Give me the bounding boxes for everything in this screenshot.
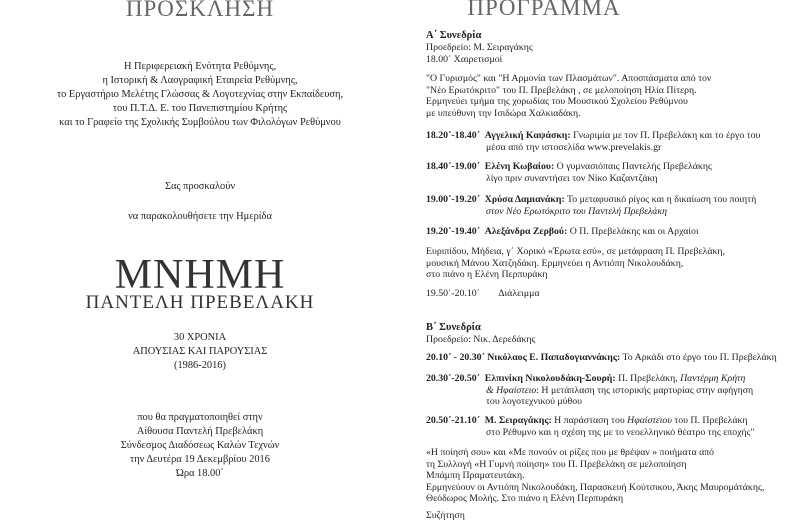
talk-text: Το Αρκάδι στο έργο του Π. Πρεβελάκη (622, 352, 777, 363)
talk-text: του λογοτεχνικού μύθου (486, 396, 582, 408)
talk-text: μέσα από την ιστοσελίδα www.prevelakis.gr (486, 141, 662, 153)
talk-item (426, 373, 786, 408)
talk-item (426, 352, 786, 364)
break-time: 19.50΄-20.10΄ (426, 288, 480, 299)
talk-item (426, 226, 786, 238)
music-line: "Ο Γυρισμός" και "Η Αρμονία των Πλασμάτων". Αποσπάσματα από τον (426, 73, 712, 84)
talk-text: Γνωριμία με τον Π. Πρεβελάκη και το έργο του (573, 130, 761, 141)
talk-item (426, 194, 786, 217)
talk-time: 20.50΄-21.10΄ (426, 415, 480, 426)
years-line: ΑΠΟΥΣΙΑΣ ΚΑΙ ΠΑΡΟΥΣΙΑΣ (132, 346, 268, 357)
host-line: του Π.Τ.Δ. Ε. του Πανεπιστημίου Κρήτης (112, 103, 288, 114)
talk-text: : Η μετάπλαση της ιστορικής μαρτυρίας στην αφήγηση (536, 384, 754, 396)
talk-text: στο Ρέθυμνο και η σχέση της με το νεοελληνικό θέατρο της εποχής" (486, 426, 755, 438)
euripides-line: Ευριπίδου, Μήδεια, γ΄ Χορικό «Έρωτα εσύ», σε μετάφραση Π. Πρεβελάκη, (426, 246, 725, 257)
songs-block (426, 447, 786, 505)
talk-text: Το μεταφυσικό ρίγος και η δικαίωση του ποιητή (566, 194, 757, 205)
talk-text: λίγο πριν συναντήσει τον Νίκο Καζαντζάκη (486, 172, 658, 184)
session-a-title: Α΄ Συνεδρία (426, 30, 482, 41)
host-line: η Ιστορική & Λαογραφική Εταιρεία Ρεθύμνης, (102, 75, 298, 86)
euripides-block (426, 246, 786, 281)
break-row (426, 288, 786, 300)
venue-line: Αίθουσα Παντελή Πρεβελάκη (136, 426, 264, 437)
songs-line: Μπάμπη Πραματευτάκη. (426, 470, 525, 482)
years-line: 30 ΧΡΟΝΙΑ (173, 332, 227, 343)
talk-item (426, 161, 786, 184)
talk-speaker: Αλεξάνδρα Ζερβού: (484, 226, 568, 237)
talk-time: 19.00΄-19.20΄ (426, 194, 480, 205)
music-line: με υπεύθυνη την Ισιδώρα Χαλκιαδάκη. (426, 107, 581, 119)
talk-speaker: Αγγελική Καψάσκη: (484, 130, 571, 141)
talk-time: 18.20΄-18.40΄ (426, 130, 480, 141)
talk-speaker: Μ. Σειραγάκης: (484, 415, 552, 426)
venue-line: Σύνδεσμος Διαδόσεως Καλών Τεχνών (120, 440, 280, 451)
venue-line: Ώρα 18.00΄ (176, 468, 224, 479)
talk-time: 20.30΄-20.50΄ (426, 373, 480, 384)
talk-speaker: Ελπινίκη Νικολουδάκη-Σουρή: (484, 373, 616, 384)
venue-block (0, 411, 400, 481)
invite-line: να παρακολουθήσετε την Ημερίδα (128, 211, 272, 222)
host-line: Η Περιφερειακή Ενότητα Ρεθύμνης, (123, 61, 277, 72)
talk-time: 20.10΄ - 20.30΄ (426, 352, 485, 363)
euripides-line: μουσική Μάνου Χατζηδάκη. Ερμηνεύει η Αντιόπη Νικολουδάκη, (426, 257, 684, 269)
talk-item (426, 130, 786, 153)
session-b-title: Β΄ Συνεδρία (426, 322, 481, 333)
songs-line: Ερμηνεύουν οι Αντιόπη Νικολουδάκη, Παρασκευή Κούτσικου, Άκης Μαυρομάτάκης, (426, 481, 765, 493)
talk-text: Παντέρμη Κρήτη (680, 373, 746, 384)
host-line: το Εργαστήριο Μελέτης Γλώσσας & Λογοτεχνίας στην Εκπαίδευση, (56, 89, 344, 100)
hosts-block (0, 60, 400, 130)
songs-line: Θεόδωρος Μολής. Στο πιάνο η Ελένη Περπυράκη (426, 493, 624, 505)
discussion-label: Συζήτηση (426, 510, 465, 521)
host-line: και το Γραφείο της Σχολικής Συμβούλου των Φιλολόγων Ρεθύμνου (59, 117, 341, 128)
venue-line: την Δευτέρα 19 Δεκεμβρίου 2016 (130, 454, 270, 465)
talk-speaker: Νικόλαος Ε. Παπαδογιαννάκης: (487, 352, 621, 363)
program-page (420, 0, 800, 525)
invitation-heading: ΠΡΟΣΚΛΗΣΗ (125, 0, 275, 21)
session-a-greeting: 18.00΄ Χαιρετισμοί (426, 54, 503, 65)
event-title: ΜΝΗΜΗ (114, 252, 286, 298)
talk-text: Η παράσταση του (554, 415, 625, 426)
talk-speaker: Ελένη Κωβαίου: (484, 161, 555, 172)
venue-line: που θα πραγματοποιηθεί στην (137, 412, 263, 423)
session-a-music (426, 73, 786, 119)
talk-text: Ηφαίστειου (627, 415, 672, 426)
years-line: (1986-2016) (174, 360, 226, 371)
break-label: Διάλειμμα (498, 288, 540, 299)
talk-text: στον Νέο Ερωτόκριτο του Παντελή Πρεβελάκη (486, 205, 667, 217)
talk-speaker: Χρύσα Δαμιανάκη: (484, 194, 565, 205)
event-subtitle: ΠΑΝΤΕΛΗ ΠΡΕΒΕΛΑΚΗ (85, 292, 315, 313)
talk-text: Ο Π. Πρεβελάκης και οι Αρχαίοι (569, 226, 699, 237)
talk-time: 18.40΄-19.00΄ (426, 161, 480, 172)
session-a-chair: Προεδρείο: Μ. Σειραγάκης (426, 42, 533, 53)
talk-text: του Π. Πρεβελάκη (674, 415, 748, 426)
music-line: Ερμηνεύει τμήμα της χορωδίας του Μουσικού Σχολείου Ρεθύμνου (426, 96, 688, 108)
years-block (0, 331, 400, 373)
talk-text: Π. Πρεβελάκη, (618, 373, 678, 384)
talk-time: 19.20΄-19.40΄ (426, 226, 480, 237)
talk-text: & Ηφαίστειο (486, 384, 537, 396)
program-heading: ΠΡΟΓΡΑΜΜΑ (467, 0, 621, 20)
talk-text: Ο γυμνασιόπαις Παντελής Πρεβελάκης (556, 161, 712, 172)
session-b-chair: Προεδρείο: Νικ. Δερεδάκης (426, 334, 536, 345)
songs-line: «Η ποίησή σου» και «Με πονούν οι ρίζες που με θρέψαν » ποιήματα από (426, 447, 715, 458)
music-line: "Νέο Ερωτόκριτο" του Π. Πρεβελάκη , σε μελοποίηση Ηλία Πίτερη. (426, 84, 697, 96)
talk-item (426, 415, 786, 438)
invite-line: Σας προσκαλούν (164, 181, 236, 192)
songs-line: τη Συλλογή «Η Γυμνή ποίηση» του Π. Πρεβελάκη σε μελοποίηση (426, 458, 687, 470)
euripides-line: στο πιάνο η Ελένη Περπυράκη (426, 269, 548, 281)
